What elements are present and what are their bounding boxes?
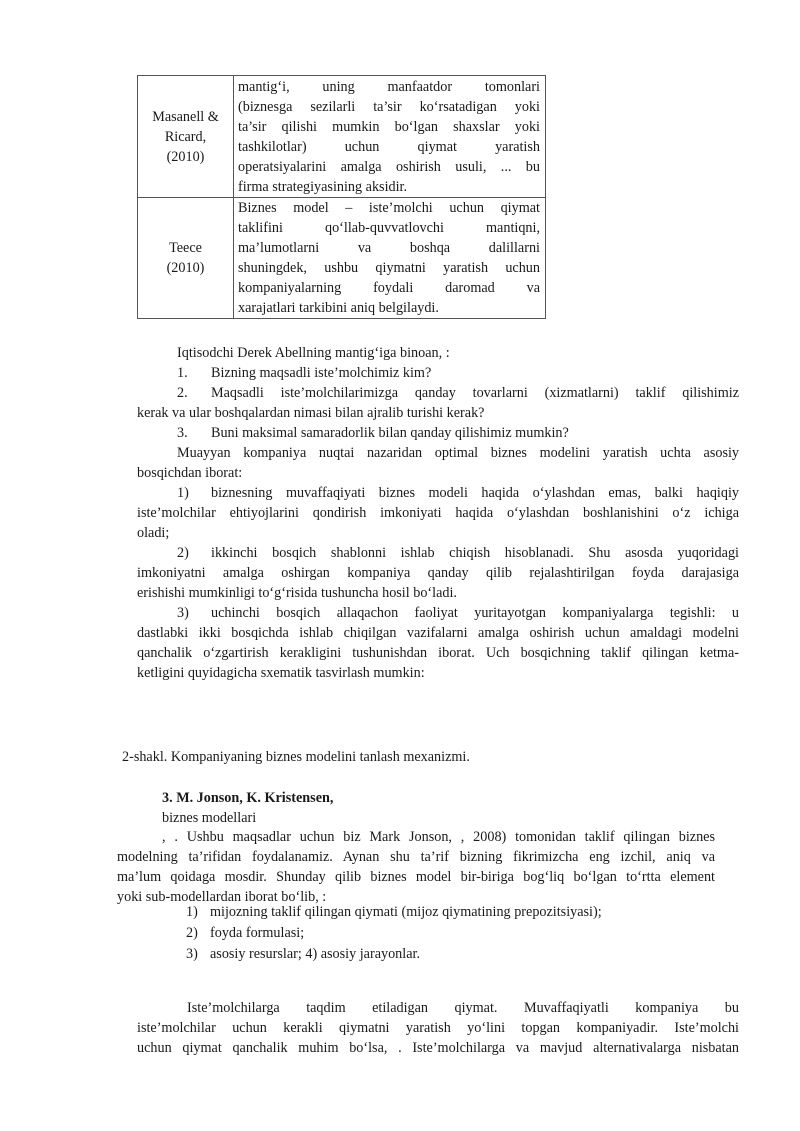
definition-line: shuningdek, ushbu qiymatni yaratish uchun xyxy=(238,260,540,276)
author-cell xyxy=(138,76,234,198)
stage-2-cont xyxy=(137,563,739,603)
definition-line: mantig‘i, uning manfaatdor tomonlari xyxy=(238,78,540,95)
question-number: 1. xyxy=(177,365,188,381)
paragraph-line: uchun qiymat qanchalik muhim bo‘lsa, . Iste’molchilarga va mavjud alternativalarga nisbatan xyxy=(137,1040,739,1056)
stage-text: imkoniyatni amalga oshirgan kompaniya qanday qilib rejalashtirilgan foyda darajasiga xyxy=(137,565,739,581)
author-line: Masanell & xyxy=(152,108,219,125)
table-row xyxy=(138,76,546,198)
stage-1 xyxy=(177,483,739,503)
table-row xyxy=(138,198,546,319)
paragraph-line: ma’lum qoidaga mosdir. Shunday qilib biznes model bir-biriga bog‘liq bo‘lgan to‘rtta element xyxy=(117,869,715,885)
stage-number: 3) xyxy=(177,605,189,621)
list-number: 1) xyxy=(186,904,198,920)
question-1 xyxy=(177,363,739,383)
author-line: Ricard, xyxy=(164,128,207,145)
definition-line: (biznesga sezilarli ta’sir ko‘rsatadigan yoki xyxy=(238,98,540,115)
question-text: kerak va ular boshqalardan nimasi bilan ajralib turishi kerak? xyxy=(137,405,485,421)
stages-intro xyxy=(177,443,739,463)
question-3 xyxy=(177,423,739,443)
figure-caption xyxy=(122,747,742,767)
definitions-table xyxy=(137,75,546,319)
section-heading xyxy=(162,788,722,808)
stage-text: ketligini quyidagicha sxematik tasvirlash mumkin: xyxy=(137,665,425,681)
definition-line: kompaniyalarning foydali daromad va xyxy=(238,280,540,296)
stage-text: biznesning muvaffaqiyati biznes modeli haqida o‘ylashdan emas, balki haqiqiy xyxy=(211,485,739,501)
paragraph-line: iste’molchilar uchun kerakli qiymatni yaratish yo‘lini topgan kompaniyadir. Iste’molchi xyxy=(137,1020,739,1036)
question-number: 3. xyxy=(177,425,188,441)
list-text: mijozning taklif qilingan qiymati (mijoz qiymatining prepozitsiyasi); xyxy=(210,904,602,920)
stage-text: erishishi mumkinligi to‘g‘risida tushuncha hosil bo‘ladi. xyxy=(137,585,457,601)
stage-text: oladi; xyxy=(137,525,170,541)
stage-3-cont xyxy=(137,623,739,683)
paragraph-line: yoki sub-modellardan iborat bo‘lib, : xyxy=(117,889,327,905)
stage-text: qanchalik o‘zgartirish kerakligini tushunishdan iborat. Uch bosqichning taklif qilingan ketma- xyxy=(137,645,739,661)
definition-line: tashkilotlar) uchun qiymat yaratish xyxy=(238,138,540,155)
definition-line: firma strategiyasining aksidir. xyxy=(238,178,408,195)
question-2-cont xyxy=(137,403,739,423)
list-text: foyda formulasi; xyxy=(210,925,305,941)
question-text: Buni maksimal samaradorlik bilan qanday qilishimiz mumkin? xyxy=(211,425,569,441)
stage-text: iste’molchilar ehtiyojlarini qondirish imkoniyati haqida o‘ylashdan boshlanishini o‘z ichiga xyxy=(137,505,739,521)
stages-intro-cont xyxy=(137,463,739,483)
paragraph-line: Iste’molchilarga taqdim etiladigan qiymat. Muvaffaqiyatli kompaniya bu xyxy=(187,1000,739,1016)
definition-line: taklifini qo‘llab-quvvatlovchi mantiqni, xyxy=(238,220,540,236)
paragraph-line: bosqichdan iborat: xyxy=(137,465,243,481)
question-text: Maqsadli iste’molchilarimizga qanday tovarlarni (xizmatlarni) taklif qilishimiz xyxy=(211,385,739,401)
section-paragraph-first xyxy=(162,827,715,847)
author-line: (2010) xyxy=(166,148,205,165)
intro-text: Iqtisodchi Derek Abellning mantig‘iga binoan, : xyxy=(177,345,450,361)
list-number: 3) xyxy=(186,946,198,962)
elements-list xyxy=(186,902,726,965)
list-item xyxy=(186,944,726,965)
author-cell xyxy=(138,198,234,319)
caption-text: 2-shakl. Kompaniyaning biznes modelini tanlash mexanizmi. xyxy=(122,749,470,765)
author-line: (2010) xyxy=(166,260,205,276)
stage-2 xyxy=(177,543,739,563)
section-subheading xyxy=(162,808,722,828)
stage-3 xyxy=(177,603,739,623)
definition-line: ma’lumotlarni va boshqa dalillarni xyxy=(238,240,540,256)
definition-cell xyxy=(234,76,546,198)
stage-text: ikkinchi bosqich shablonni ishlab chiqish hisoblanadi. Shu asosda yuqoridagi xyxy=(211,545,739,561)
question-number: 2. xyxy=(177,385,188,401)
stage-1-cont xyxy=(137,503,739,543)
list-item xyxy=(186,923,726,944)
intro-paragraph xyxy=(177,343,739,363)
definition-line: ta’sir qilishi mumkin bo‘lgan shaxslar yoki xyxy=(238,118,540,135)
author-line: Teece xyxy=(169,240,202,256)
final-paragraph-first xyxy=(187,998,739,1018)
final-paragraph-cont xyxy=(137,1018,739,1058)
heading-text: 3. M. Jonson, K. Kristensen, xyxy=(162,790,334,806)
stage-text: dastlabki ikki bosqichda ishlab chiqilgan vazifalarni amalga oshirish uchun amaldagi modelni xyxy=(137,625,739,641)
stage-number: 2) xyxy=(177,545,189,561)
paragraph-line: Muayyan kompaniya nuqtai nazaridan optimal biznes modelini yaratish uchta asosiy xyxy=(177,445,739,461)
definition-cell xyxy=(234,198,546,319)
definition-line: operatsiyalarini amalga oshirish usuli, ... bu xyxy=(238,158,540,175)
question-text: Bizning maqsadli iste’molchimiz kim? xyxy=(211,365,432,381)
section-paragraph-cont xyxy=(117,847,715,907)
list-number: 2) xyxy=(186,925,198,941)
list-item xyxy=(186,902,726,923)
definition-line: xarajatlari tarkibini aniq belgilaydi. xyxy=(238,300,439,316)
definition-line: Biznes model – iste’molchi uchun qiymat xyxy=(238,200,540,216)
stage-text: uchinchi bosqich allaqachon faoliyat yuritayotgan kompaniyalarga tegishli: u xyxy=(211,605,739,621)
paragraph-line: modelning ta’rifidan foydalanamiz. Aynan shu ta’rif bizning fikrimizcha eng izchil, aniq va xyxy=(117,849,715,865)
question-2 xyxy=(177,383,739,403)
subheading-text: biznes modellari xyxy=(162,810,257,826)
paragraph-line: , . Ushbu maqsadlar uchun biz Mark Jonson, , 2008) tomonidan taklif qilingan biznes xyxy=(162,829,715,845)
stage-number: 1) xyxy=(177,485,189,501)
list-text: asosiy resurslar; 4) asosiy jarayonlar. xyxy=(210,946,420,962)
